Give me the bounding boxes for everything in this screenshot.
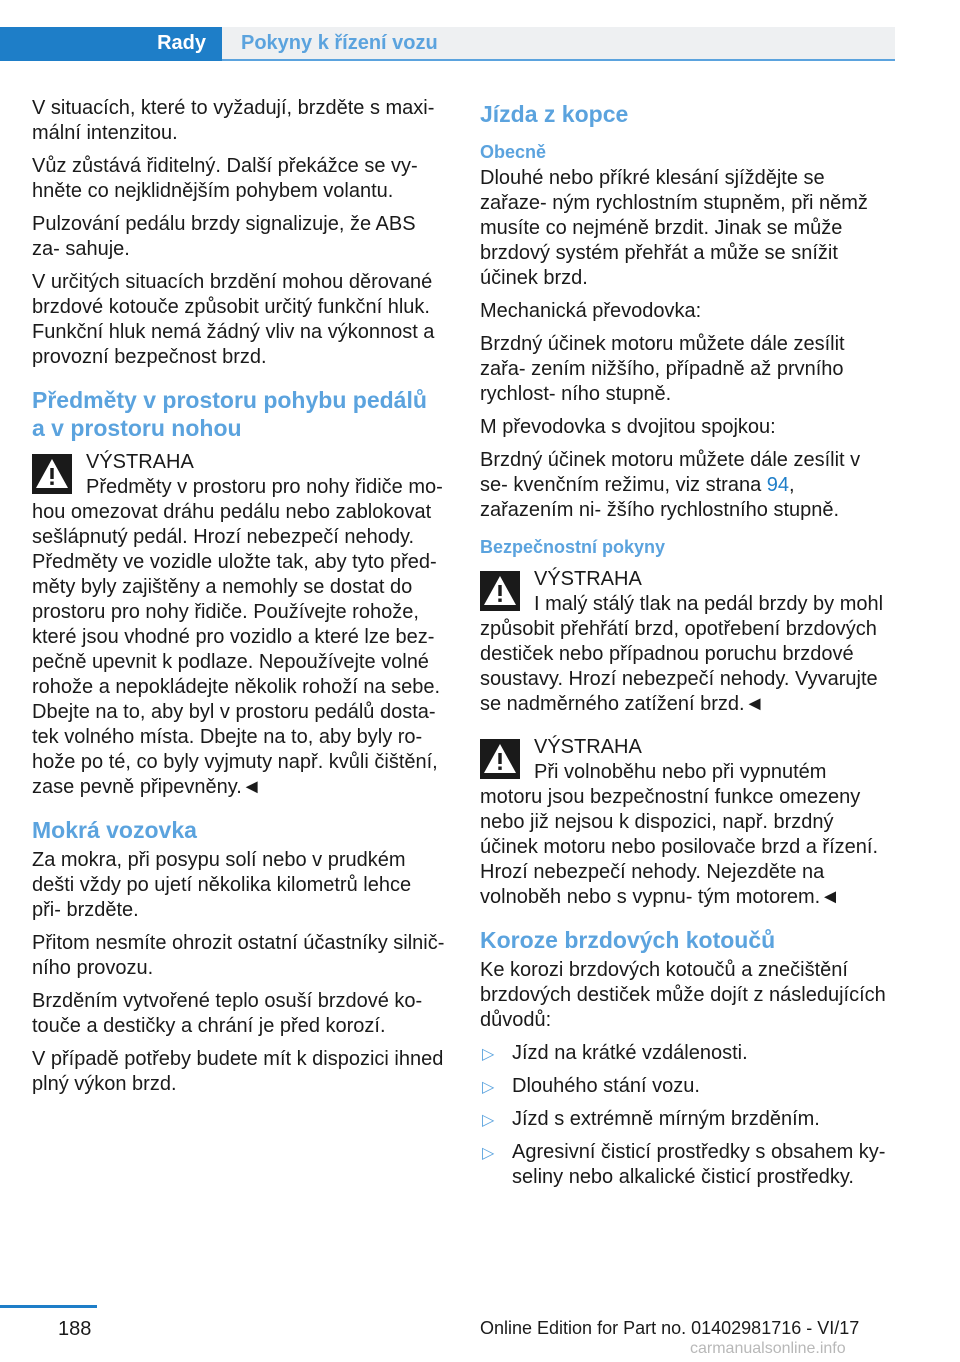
paragraph: Dlouhé nebo příkré klesání sjíždějte se zařaze- ným rychlostním stupněm, při němž musíte co nejméně brzdit. Jinak se může brzdový systém přehřát a může se snížit účinek brzd. <box>480 167 868 289</box>
edition-note: Online Edition for Part no. 01402981716 - VI/17 <box>480 1318 860 1338</box>
warning-title: VÝSTRAHA <box>86 451 194 473</box>
paragraph: V případě potřeby budete mít k dispozici ihned plný výkon brzd. <box>32 1048 444 1095</box>
warning-title: VÝSTRAHA <box>534 736 642 758</box>
page-header <box>0 27 895 61</box>
section-heading-corrosion: Koroze brzdových kotoučů <box>480 927 776 953</box>
bullet-triangle-icon: ▷ <box>482 1079 495 1096</box>
paragraph: Za mokra, při posypu solí nebo v prudkém dešti vždy po ujetí několika kilometrů lehce při- brzděte. <box>32 849 412 921</box>
text-fragment: Brzdný účinek motoru můžete dále zesílit v se- kvenčním režimu, viz strana <box>480 449 861 496</box>
paragraph: M převodovka s dvojitou spojkou: <box>480 416 776 438</box>
paragraph: Brzdný účinek motoru můžete dále zesílit zařa- zením nižšího, případně až prvního rychlost- ního stupně. <box>480 333 845 405</box>
paragraph: V situacích, které to vyžadují, brzděte s maxi- mální intenzitou. <box>32 97 435 144</box>
chapter-title: Rady <box>157 32 206 54</box>
list-item-text: Jízd s extrémně mírným brzděním. <box>512 1108 820 1130</box>
paragraph: V určitých situacích brzdění mohou děrované brzdové kotouče způsobit určitý funkční hluk. Funkční hluk nemá žádný vliv na výkonnost a provozní bezpečnost brzd. <box>32 271 435 368</box>
paragraph: Mechanická převodovka: <box>480 300 702 322</box>
list-item <box>480 1107 893 1132</box>
warning-triangle-icon <box>480 739 520 779</box>
subheading-safety: Bezpečnostní pokyny <box>480 537 666 557</box>
warning-text: I malý stálý tlak na pedál brzdy by mohl způsobit přehřátí brzd, opotřebení brzdových destiček nebo případnou poruchu brzdové soustavy. Hrozí nebezpečí nehody. Vyvarujte se nadměrného zatížení brzd.◄ <box>480 593 884 715</box>
list-item-text: Agresivní čisticí prostředky s obsahem ky- seliny nebo alkalické čisticí prostředky. <box>512 1141 886 1188</box>
bullet-triangle-icon: ▷ <box>482 1145 495 1162</box>
list-item-text: Dlouhého stání vozu. <box>512 1075 700 1097</box>
section-title: Pokyny k řízení vozu <box>241 32 438 54</box>
section-heading-wet-road: Mokrá vozovka <box>32 817 197 843</box>
footer-divider <box>0 1305 97 1308</box>
warning-title: VÝSTRAHA <box>534 568 642 590</box>
text-fragment: , zařazením ni- žšího rychlostního stupně. <box>480 474 840 521</box>
page-reference-link[interactable]: 94 <box>766 474 789 496</box>
paragraph: Ke korozi brzdových kotoučů a znečištění brzdových destiček může dojít z následujících důvodů: <box>480 959 886 1031</box>
subheading-general: Obecně <box>480 142 547 162</box>
bullet-triangle-icon: ▷ <box>482 1046 495 1063</box>
list-item <box>480 1074 893 1099</box>
list-item <box>480 1140 893 1190</box>
list-item <box>480 1041 893 1066</box>
warning-block <box>480 735 893 910</box>
section-tab <box>222 27 895 61</box>
list-item-text: Jízd na krátké vzdálenosti. <box>512 1042 748 1064</box>
cause-list <box>480 1041 893 1190</box>
warning-block <box>32 450 445 800</box>
right-column <box>480 96 893 1198</box>
section-heading-downhill: Jízda z kopce <box>480 101 629 127</box>
warning-text: Při volnoběhu nebo při vypnutém motoru jsou bezpečnostní funkce omezeny nebo již nejsou k dispozici, např. brzdný účinek motoru nebo posilovače brzd a řízení. Hrozí nebezpečí nehody. Nejezděte na volnoběh nebo s vypnu- tým motorem.◄ <box>480 761 878 908</box>
page-number: 188 <box>58 1318 92 1340</box>
header-divider <box>222 59 895 61</box>
paragraph: Vůz zůstává řiditelný. Další překážce se vy- hněte co nejklidnějším pohybem volantu. <box>32 155 418 202</box>
paragraph: Brzděním vytvořené teplo osuší brzdové ko- touče a destičky a chrání je před korozí. <box>32 990 423 1037</box>
paragraph: Přitom nesmíte ohrozit ostatní účastníky silnič- ního provozu. <box>32 932 445 979</box>
left-column <box>32 96 445 1105</box>
section-heading-objects: Předměty v prostoru pohybu pedálů a v prostoru nohou <box>32 387 427 441</box>
chapter-tab <box>0 27 222 61</box>
warning-block <box>480 567 893 717</box>
warning-text: Předměty v prostoru pro nohy řidiče mo- hou omezovat dráhu pedálu nebo zablokovat sešlápnutý pedál. Hrozí nebezpečí nehody. Předměty ve vozidle uložte tak, aby tyto před- měty byly zajištěny a nemohly se dostat do prostoru pro nohy řidiče. Používejte rohože, které jsou vhodné pro vozidlo a které lze bez- pečně upevnit k podlaze. Nepoužívejte volné rohože a nepokládejte několik rohoží na sebe. Dbejte na to, aby byl v prostoru pedálů dosta- tek volného místa. Dbejte na to, aby byly ro- hože po té, co byly vyjmuty např. kvůli čištění, zase pevně připevněny.◄ <box>32 476 443 798</box>
paragraph: Pulzování pedálu brzdy signalizuje, že ABS za- sahuje. <box>32 213 416 260</box>
warning-triangle-icon <box>480 571 520 611</box>
warning-triangle-icon <box>32 454 72 494</box>
paragraph <box>480 448 893 523</box>
bullet-triangle-icon: ▷ <box>482 1112 495 1129</box>
watermark: carmanualsonline.info <box>690 1340 846 1357</box>
